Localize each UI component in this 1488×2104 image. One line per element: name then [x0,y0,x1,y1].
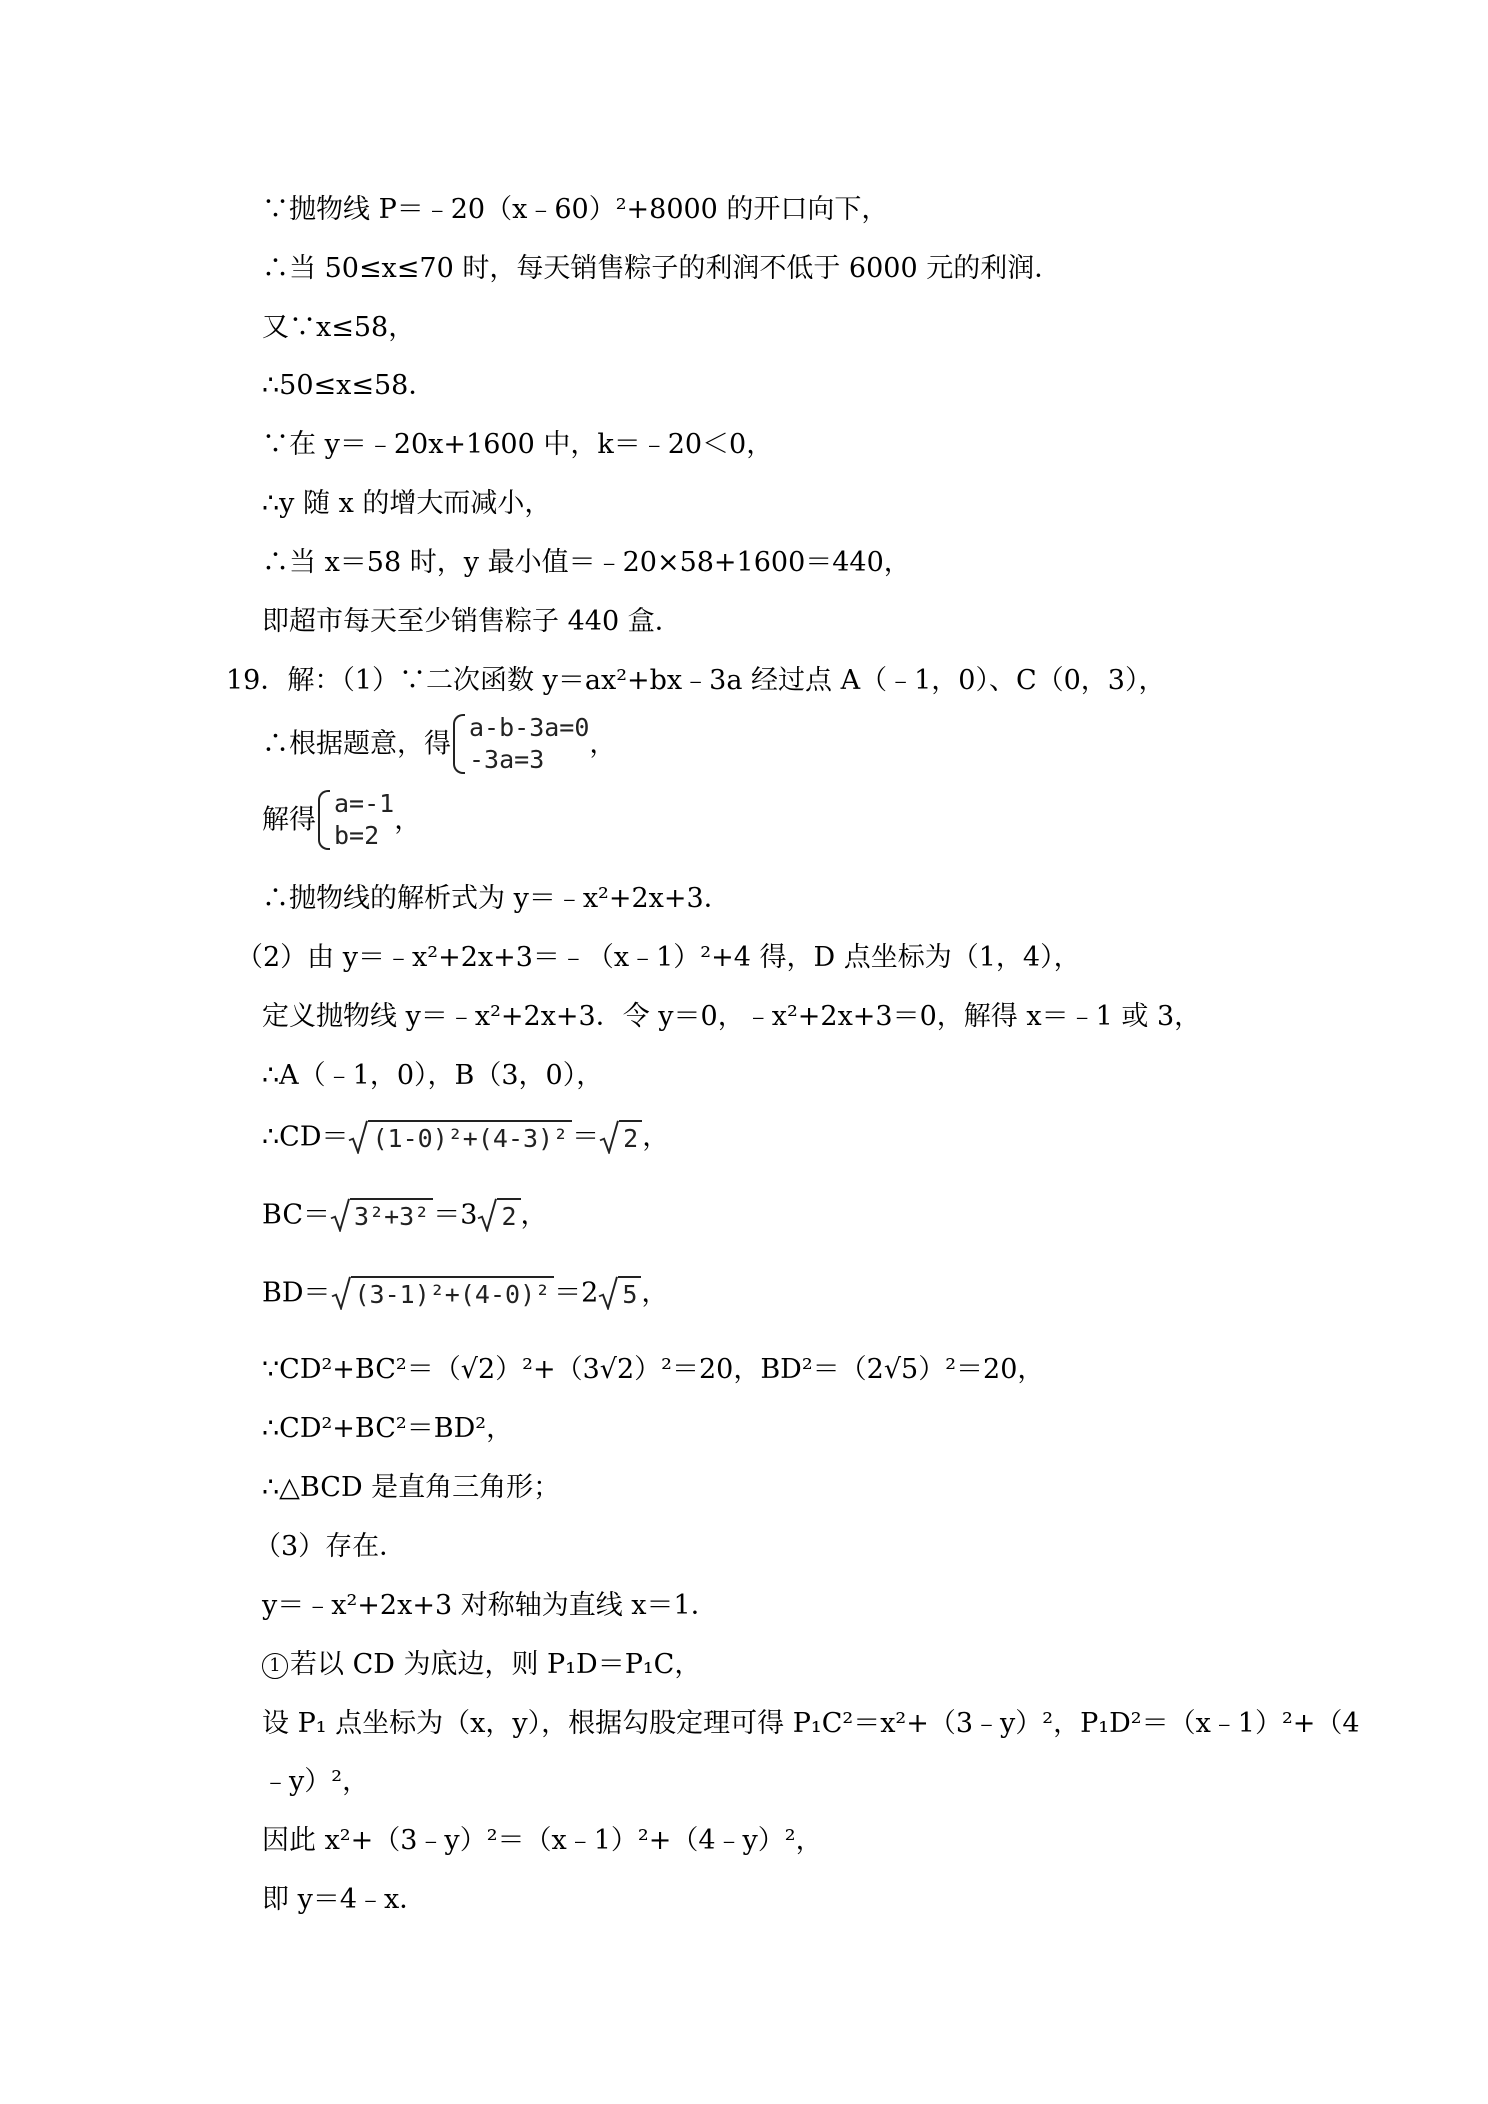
text-line-19: ∵CD²+BC²＝（√2）²+（3√2）²＝20，BD²＝（2√5）²＝20， [262,1354,1045,1385]
system-equations-line: ∴根据题意，得 a-b-3a=0 -3a=3 ， [262,713,617,774]
solution-prefix: 解得 [262,804,316,836]
sqrt-2-radicand: 2 [619,1120,642,1154]
solution-system-line: 解得 a=-1 b=2 ， [262,789,422,850]
text-line-27: 因此 x²+（3﹣y）²＝（x﹣1）²+（4﹣y）²， [262,1825,823,1856]
text-line-21: ∴△BCD 是直角三角形； [262,1472,561,1503]
text-line-6: ∴y 随 x 的增大而减小， [262,488,552,519]
text-line-28: 即 y＝4﹣x． [262,1884,427,1915]
system-prefix: ∴根据题意，得 [262,728,451,760]
text-line-23: y＝﹣x²+2x+3 对称轴为直线 x＝1． [262,1590,718,1621]
text-line-24-body: 若以 CD 为底边，则 P₁D＝P₁C， [290,1649,702,1680]
text-line-5: ∵在 y＝﹣20x+1600 中，k＝﹣20＜0， [262,429,774,460]
sqrt-bc-radicand: 3²+3² [350,1198,433,1232]
sqrt-cd [348,1120,572,1154]
sqrt-bc [330,1198,433,1232]
sqrt-5-radicand: 5 [618,1276,641,1310]
equation-2: -3a=3 [469,745,545,774]
bc-eq: ＝3 [433,1199,478,1231]
bc-prefix: BC＝ [262,1199,331,1231]
text-line-24 [262,1651,701,1679]
sqrt-cd-radicand: (1-0)²+(4-3)² [368,1120,572,1154]
text-line-4: ∴50≤x≤58． [262,370,436,401]
bd-distance-line: BD＝ (3-1)²+(4-0)² ＝2 5 ， [262,1277,669,1309]
question-19-line: 19．解：（1）∵二次函数 y＝ax²+bx﹣3a 经过点 A（﹣1，0）、C（0，3）， [226,665,1166,696]
part-2-line: （2）由 y＝﹣x²+2x+3＝﹣（x﹣1）²+4 得，D 点坐标为（1，4）， [236,942,1081,973]
text-line-20: ∴CD²+BC²＝BD²， [262,1413,514,1444]
cd-distance-line: ∴CD＝ (1-0)²+(4-3)² ＝ 2 ， [262,1121,670,1153]
part-3-line: （3）存在． [254,1531,407,1562]
text-line-2: ∴当 50≤x≤70 时，每天销售粽子的利润不低于 6000 元的利润． [262,253,1062,284]
text-line-1: ∵抛物线 P＝﹣20（x﹣60）²+8000 的开口向下， [262,194,889,225]
cd-eq: ＝ [572,1121,600,1153]
sqrt-2b [477,1198,520,1232]
text-line-8: 即超市每天至少销售粽子 440 盒． [262,606,682,637]
sqrt-2b-radicand: 2 [497,1198,520,1232]
circled-number-1: 1 [262,1653,288,1679]
sqrt-bd-radicand: (3-1)²+(4-0)² [351,1276,555,1310]
bd-eq: ＝2 [554,1277,599,1309]
solution-a: a=-1 [334,789,395,818]
text-line-12: ∴抛物线的解析式为 y＝﹣x²+2x+3． [262,883,731,914]
sqrt-5 [598,1276,641,1310]
text-line-3: 又∵x≤58， [262,312,416,343]
text-line-7: ∴当 x＝58 时，y 最小值＝﹣20×58+1600＝440， [262,547,911,578]
sqrt-bd [331,1276,555,1310]
bc-distance-line: BC＝ 3²+3² ＝3 2 ， [262,1199,548,1231]
text-line-25: 设 P₁ 点坐标为（x，y），根据勾股定理可得 P₁C²＝x²+（3﹣y）²，P₁D²＝（x﹣1）²+（4 [262,1708,1360,1739]
text-line-15: ∴A（﹣1，0），B（3，0）， [262,1060,604,1091]
bd-prefix: BD＝ [262,1277,331,1309]
equation-system-1 [451,712,589,776]
cd-prefix: ∴CD＝ [262,1121,349,1153]
text-line-14: 定义抛物线 y＝﹣x²+2x+3．令 y＝0，﹣x²+2x+3＝0，解得 x＝﹣1 或 3， [262,1001,1202,1032]
solution-b: b=2 [334,821,380,850]
equation-system-2 [316,788,394,852]
equation-1: a-b-3a=0 [469,713,590,742]
sqrt-2 [599,1120,642,1154]
text-line-26: ﹣y）²， [262,1766,370,1797]
